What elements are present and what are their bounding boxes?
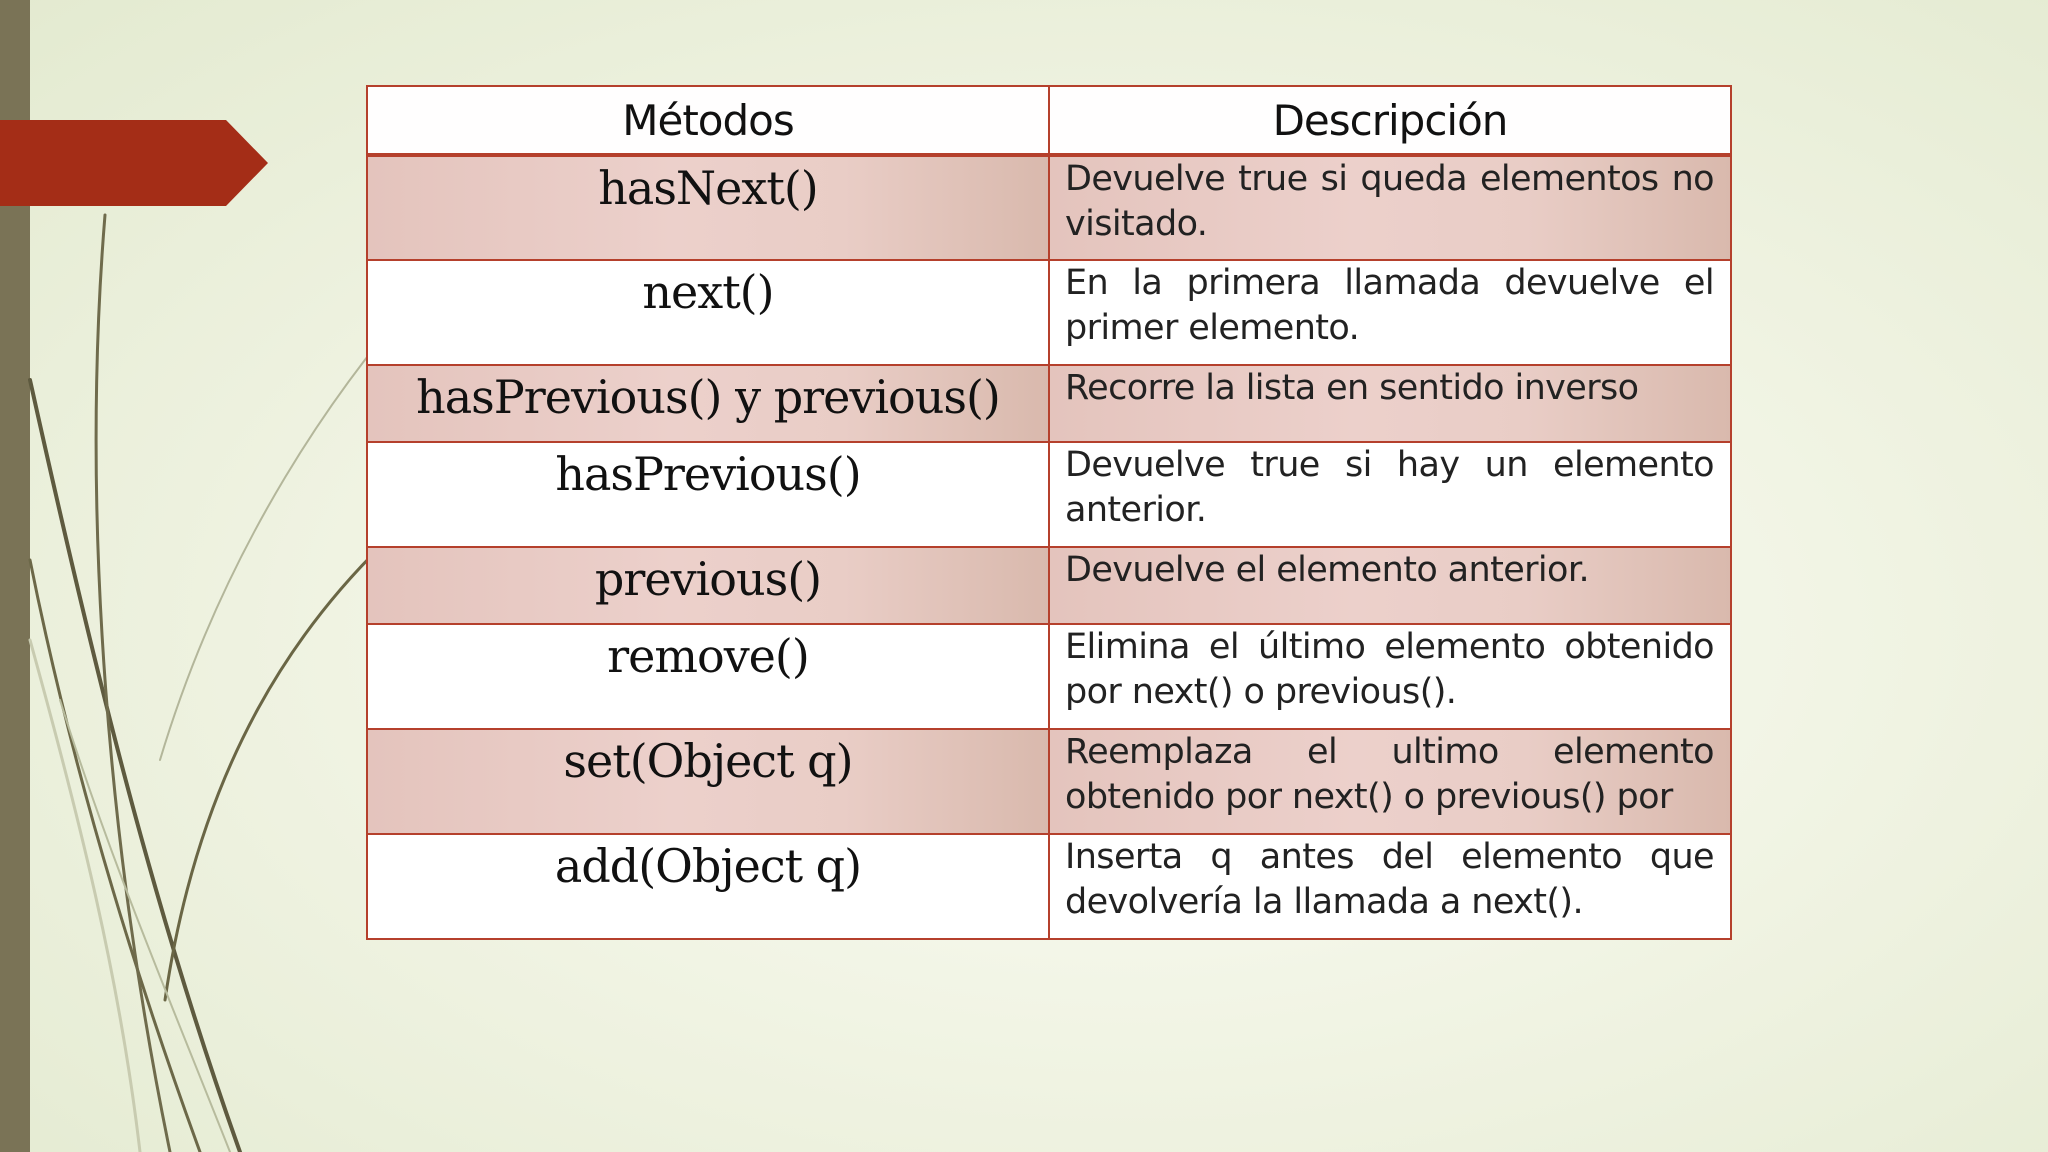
method-cell: set(Object q) xyxy=(367,729,1049,834)
table-row xyxy=(367,442,1731,547)
table-row xyxy=(367,729,1731,834)
header-description: Descripción xyxy=(1049,86,1731,155)
description-cell: Inserta q antes del elemento que devolvería la llamada a next(). xyxy=(1049,834,1731,939)
table-row xyxy=(367,155,1731,260)
method-cell: hasPrevious() xyxy=(367,442,1049,547)
description-cell: Recorre la lista en sentido inverso xyxy=(1049,365,1731,442)
grass-line xyxy=(96,215,170,1152)
method-cell: previous() xyxy=(367,547,1049,624)
table-row xyxy=(367,260,1731,365)
title-arrow-shape xyxy=(0,120,268,206)
method-cell: hasNext() xyxy=(367,155,1049,260)
table-row xyxy=(367,365,1731,442)
description-cell: En la primera llamada devuelve el primer elemento. xyxy=(1049,260,1731,365)
method-cell: remove() xyxy=(367,624,1049,729)
description-cell: Reemplaza el ultimo elemento obtenido por next() o previous() por xyxy=(1049,729,1731,834)
method-cell: hasPrevious() y previous() xyxy=(367,365,1049,442)
description-cell: Devuelve true si hay un elemento anterior. xyxy=(1049,442,1731,547)
methods-table-container xyxy=(366,85,1732,940)
method-cell: next() xyxy=(367,260,1049,365)
method-cell: add(Object q) xyxy=(367,834,1049,939)
grass-line xyxy=(165,528,400,1000)
grass-line xyxy=(30,640,140,1152)
grass-line xyxy=(30,560,200,1152)
description-cell: Devuelve el elemento anterior. xyxy=(1049,547,1731,624)
grass-line xyxy=(30,380,240,1152)
description-cell: Devuelve true si queda elementos no visitado. xyxy=(1049,155,1731,260)
grass-line xyxy=(60,700,230,1152)
table-header-row xyxy=(367,86,1731,155)
table-row xyxy=(367,624,1731,729)
table-row xyxy=(367,547,1731,624)
header-methods: Métodos xyxy=(367,86,1049,155)
description-cell: Elimina el último elemento obtenido por next() o previous(). xyxy=(1049,624,1731,729)
methods-table xyxy=(366,85,1732,940)
table-row xyxy=(367,834,1731,939)
